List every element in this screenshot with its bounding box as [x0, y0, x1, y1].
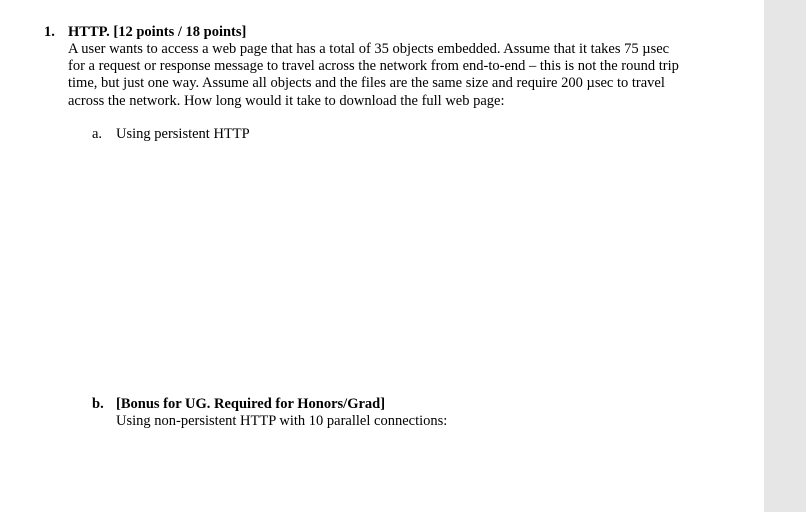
- part-b-heading: [Bonus for UG. Required for Honors/Grad]: [116, 396, 386, 412]
- part-a-letter: a.: [92, 126, 103, 142]
- question-body-line: A user wants to access a web page that has a total of 35 objects embedded. Assume that it takes 75 µsec: [68, 41, 670, 57]
- question-title: HTTP. [12 points / 18 points]: [68, 24, 247, 40]
- question-body-line: across the network. How long would it take to download the full web page:: [68, 92, 505, 109]
- question-body-line: for a request or response message to travel across the network from end-to-end – this is not the round trip: [68, 58, 679, 75]
- question-number: 1.: [44, 24, 55, 40]
- part-b-letter: b.: [92, 396, 104, 412]
- viewer-scroll-area[interactable]: [764, 0, 806, 512]
- question-body: [68, 41, 708, 110]
- part-b-text: Using non-persistent HTTP with 10 parallel connections:: [116, 413, 448, 429]
- question-body-line: time, but just one way. Assume all objects and the files are the same size and require 200 µsec to travel: [68, 75, 665, 92]
- part-a-text: Using persistent HTTP: [116, 126, 250, 142]
